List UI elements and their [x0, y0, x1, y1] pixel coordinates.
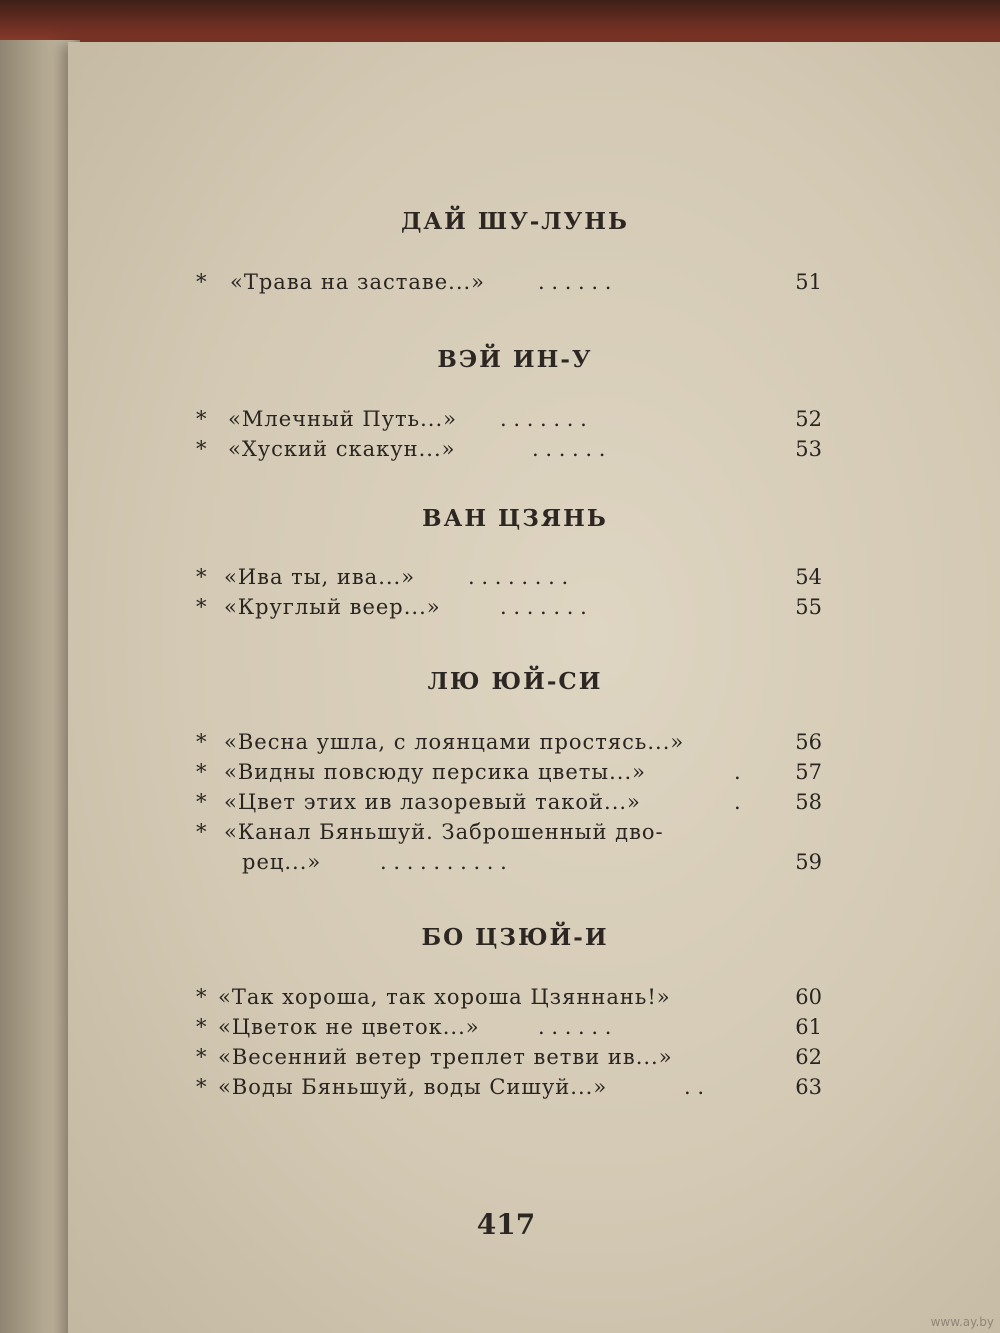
toc-entry-title: «Круглый веер...»: [224, 595, 441, 619]
section-heading: БО ЦЗЮЙ-И: [421, 924, 609, 951]
toc-entry-title: «Цветок не цветок...»: [218, 1015, 480, 1039]
toc-page-number: 57: [795, 760, 822, 784]
toc-star: *: [196, 595, 207, 619]
section-heading: ДАЙ ШУ-ЛУНЬ: [400, 208, 629, 235]
toc-star: *: [196, 760, 207, 784]
toc-leader-dots: . . . . . . .: [500, 595, 587, 619]
toc-star: *: [196, 270, 207, 294]
toc-entry-title: «Так хороша, так хороша Цзяннань!»: [218, 985, 671, 1009]
section-heading: ВАН ЦЗЯНЬ: [422, 505, 608, 532]
toc-entry-title: «Цвет этих ив лазоревый такой...»: [224, 790, 641, 814]
toc-page-number: 58: [795, 790, 822, 814]
toc-star: *: [196, 820, 207, 844]
toc-star: *: [196, 1015, 207, 1039]
toc-page-number: 59: [795, 850, 822, 874]
toc-entry-title: «Хуский скакун...»: [228, 437, 456, 461]
toc-page-number: 54: [795, 565, 822, 589]
toc-page-number: 55: [795, 595, 822, 619]
toc-leader-dots: .: [734, 790, 741, 814]
toc-entry-title: «Видны повсюду персика цветы...»: [224, 760, 646, 784]
toc-entry-title: «Ива ты, ива...»: [224, 565, 416, 589]
toc-star: *: [196, 790, 207, 814]
toc-entry-title: «Млечный Путь...»: [228, 407, 457, 431]
toc-leader-dots: . . . . . .: [538, 270, 612, 294]
toc-star: *: [196, 437, 207, 461]
section-heading: ЛЮ ЮЙ-СИ: [427, 668, 603, 695]
toc-star: *: [196, 730, 207, 754]
toc-leader-dots: . . . . . . . .: [468, 565, 569, 589]
watermark: www.ay.by: [930, 1315, 994, 1329]
toc-entry-title: «Воды Бяньшуй, воды Сишуй...»: [218, 1075, 608, 1099]
toc-leader-dots: . . . . . . . . . .: [380, 850, 507, 874]
toc-entry-title-continued: рец...»: [242, 850, 322, 874]
toc-entry-title: «Весна ушла, с лоянцами простясь...»: [224, 730, 685, 754]
toc-star: *: [196, 1045, 207, 1069]
toc-star: *: [196, 985, 207, 1009]
toc-leader-dots: .: [734, 760, 741, 784]
toc-leader-dots: . .: [684, 1075, 705, 1099]
toc-star: *: [196, 565, 207, 589]
toc-leader-dots: . . . . . .: [538, 1015, 612, 1039]
toc-page-number: 53: [795, 437, 822, 461]
toc-page-number: 56: [795, 730, 822, 754]
toc-star: *: [196, 1075, 207, 1099]
toc-entry-title: «Канал Бяньшуй. Заброшенный дво-: [224, 820, 664, 844]
toc-page-number: 52: [795, 407, 822, 431]
toc-entry-title: «Весенний ветер треплет ветви ив...»: [218, 1045, 673, 1069]
toc-leader-dots: . . . . . . .: [500, 407, 587, 431]
page-number: 417: [476, 1208, 536, 1241]
section-heading: ВЭЙ ИН-У: [437, 346, 593, 373]
toc-page-number: 51: [795, 270, 822, 294]
toc-entry-title: «Трава на заставе...»: [230, 270, 486, 294]
toc-page-number: 63: [795, 1075, 822, 1099]
toc-page-number: 61: [795, 1015, 822, 1039]
toc-page-number: 60: [795, 985, 822, 1009]
toc-star: *: [196, 407, 207, 431]
toc-page-number: 62: [795, 1045, 822, 1069]
toc-leader-dots: . . . . . .: [532, 437, 606, 461]
